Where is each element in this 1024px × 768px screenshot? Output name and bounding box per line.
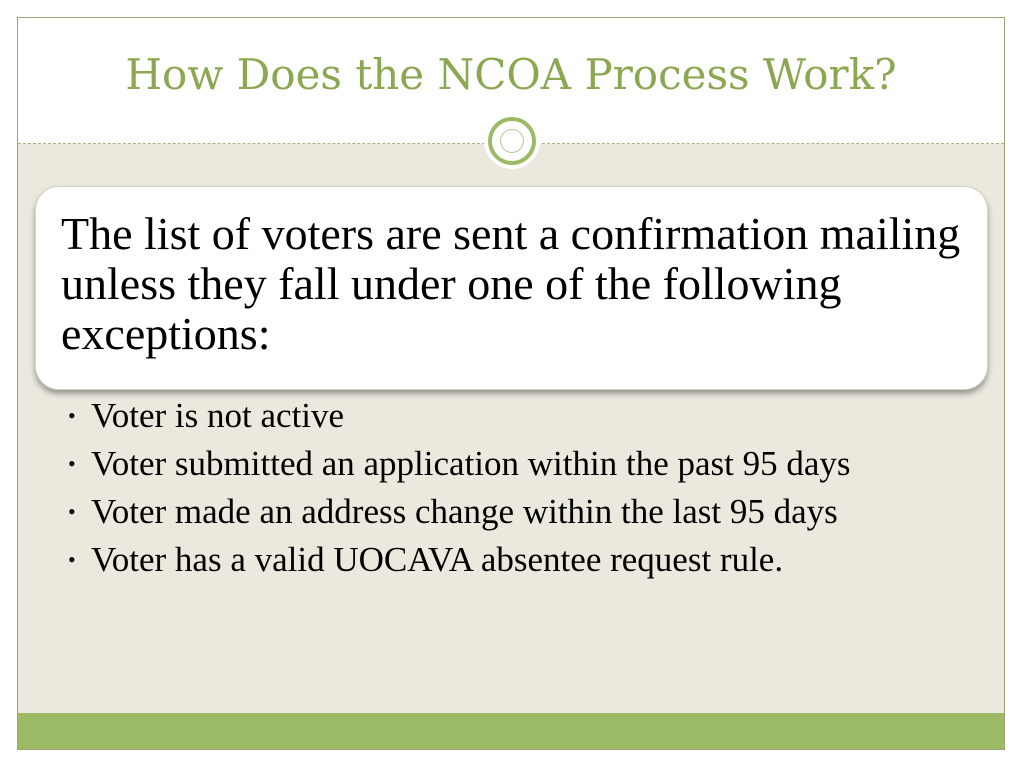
slide-title: How Does the NCOA Process Work?: [125, 50, 897, 99]
list-item-text: Voter submitted an application within the past 95 days: [91, 444, 851, 483]
list-item: [68, 492, 968, 531]
footer-bar: [18, 713, 1004, 749]
list-item: [68, 540, 968, 579]
bullet-icon: •: [68, 403, 76, 428]
callout-text: The list of voters are sent a confirmation mailing unless they fall under one of the following exceptions:: [61, 208, 961, 359]
circle-ornament-icon: [484, 113, 540, 169]
list-item-text: Voter made an address change within the last 95 days: [91, 492, 838, 531]
bullet-icon: •: [68, 499, 76, 524]
inner-ring-icon: [500, 129, 524, 153]
callout-box: [35, 186, 988, 390]
list-item-text: Voter is not active: [91, 396, 345, 435]
slide: [17, 17, 1005, 750]
ring-icon: [488, 117, 536, 165]
list-item: [68, 444, 968, 483]
list-item-text: Voter has a valid UOCAVA absentee request rule.: [91, 540, 784, 579]
bullet-icon: •: [68, 451, 76, 476]
list-item: [68, 396, 968, 435]
bullet-list: [68, 396, 968, 588]
bullet-icon: •: [68, 547, 76, 572]
